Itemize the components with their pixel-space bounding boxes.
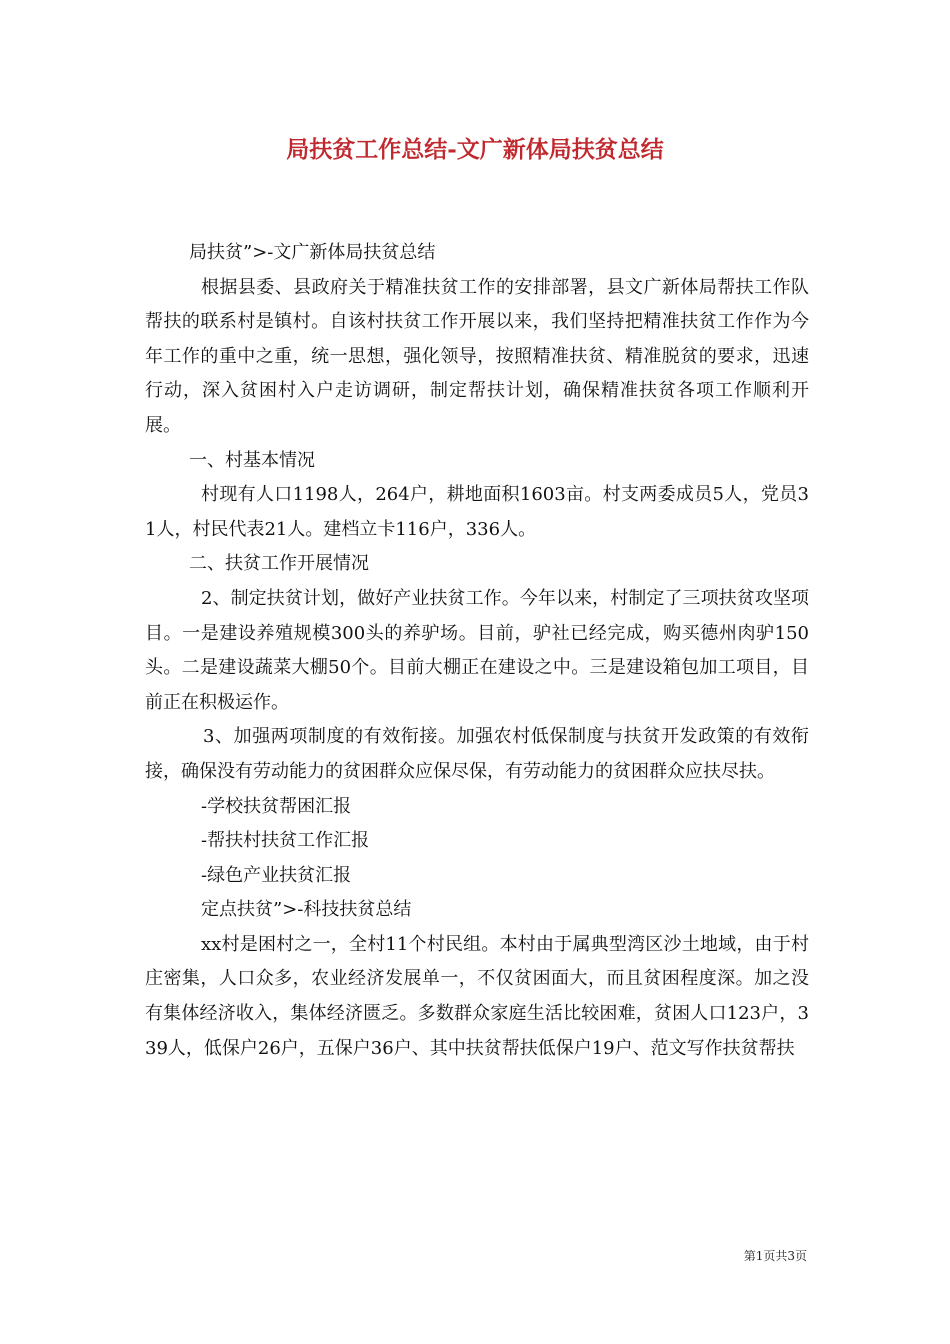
related-link-school-report: -学校扶贫帮困汇报 bbox=[201, 795, 352, 817]
paragraph-source-heading: 局扶贫”>-文广新体局扶贫总结 bbox=[189, 242, 436, 263]
related-link-green-industry-report: -绿色产业扶贫汇报 bbox=[201, 864, 352, 886]
paragraph-intro: 根据县委、县政府关于精准扶贫工作的安排部署，县文广新体局帮扶工作队帮扶的联系村是镇村。自该村扶贫工作开展以来，我们坚持把精准扶贫工作作为今年工作的重中之重，统一思想，强化领导，按照精准扶贫、精准脱贫的要求，迅速行动，深入贫困村入户走访调研，制定帮扶计划，确保精准扶贫各项工作顺利开展。 bbox=[145, 276, 809, 436]
paragraph-xx-village: xx村是困村之一，全村11个村民组。本村由于属典型湾区沙土地域，由于村庄密集，人口众多，农业经济发展单一，不仅贫困面大，而且贫困程度深。加之没有集体经济收入，集体经济匮乏。多数群众家庭生活比较困难，贫困人口123户，339人，低保户26户，五保户36户、其中扶贫帮扶低保户19户、范文写作扶贫帮扶 bbox=[145, 933, 809, 1059]
paragraph-village-stats: 村现有人口1198人，264户，耕地面积1603亩。村支两委成员5人，党员31人，村民代表21人。建档立卡116户，336人。 bbox=[145, 484, 809, 540]
section-heading-work-progress: 二、扶贫工作开展情况 bbox=[189, 553, 369, 575]
page-number-footer: 第1页共3页 bbox=[743, 1249, 807, 1263]
section-heading-basic-info: 一、村基本情况 bbox=[189, 449, 315, 471]
related-link-village-report: -帮扶村扶贫工作汇报 bbox=[201, 830, 370, 852]
document-body bbox=[145, 236, 809, 1066]
document-title: 局扶贫工作总结-文广新体局扶贫总结 bbox=[286, 136, 664, 163]
paragraph-system-linkage: 3、加强两项制度的有效衔接。加强农村低保制度与扶贫开发政策的有效衔接，确保没有劳动能力的贫困群众应保尽保，有劳动能力的贫困群众应扶尽扶。 bbox=[145, 726, 809, 782]
paragraph-industry-plan: 2、制定扶贫计划，做好产业扶贫工作。今年以来，村制定了三项扶贫攻坚项目。一是建设养殖规模300头的养驴场。目前，驴社已经完成，购买德州肉驴150头。二是建设蔬菜大棚50个。目前大棚正在建设之中。三是建设箱包加工项目，目前正在积极运作。 bbox=[145, 587, 809, 713]
paragraph-second-source-heading: 定点扶贫”>-科技扶贫总结 bbox=[201, 899, 412, 921]
